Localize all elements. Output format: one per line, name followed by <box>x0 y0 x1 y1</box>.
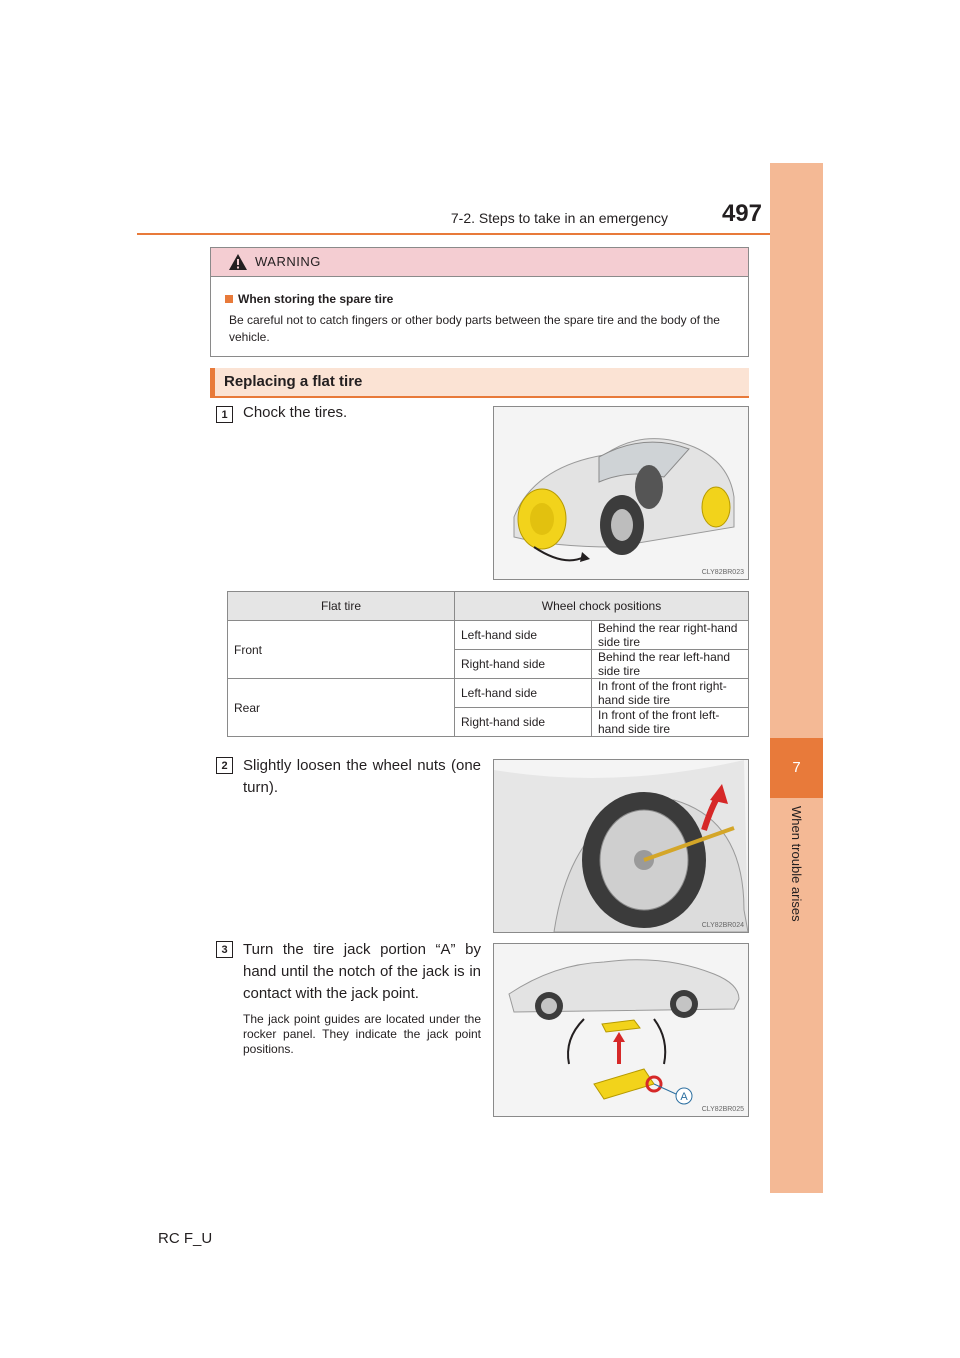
section-heading-text: Replacing a flat tire <box>224 373 363 390</box>
page-number: 497 <box>721 200 762 227</box>
step-text-3: Turn the tire jack portion “A” by hand until the notch of the jack is in contact with the jack point. <box>243 941 481 1002</box>
section-heading-bar <box>210 368 215 396</box>
side-tab-label: When trouble arises <box>789 806 804 922</box>
step-number-3: 3 <box>216 941 233 958</box>
warning-subtitle-text: When storing the spare tire <box>238 292 394 306</box>
warning-subtitle <box>225 292 393 306</box>
side-tab-chapter: 7 <box>770 738 823 798</box>
callout-a: A <box>680 1091 688 1103</box>
warning-triangle-icon <box>228 253 248 271</box>
table-cell-side: Right-hand side <box>455 708 592 737</box>
step-text-1: Chock the tires. <box>243 404 348 421</box>
image-code-3: CLY82BR025 <box>701 1106 744 1113</box>
table-row <box>228 679 749 708</box>
table-cell-side: Left-hand side <box>455 621 592 650</box>
warning-body: Be careful not to catch fingers or other body parts between the spare tire and the body of the vehicle. <box>229 313 720 344</box>
table-group-label: Front <box>228 621 455 679</box>
header-rule <box>137 233 823 235</box>
warning-box <box>210 247 749 357</box>
side-tab-strip <box>770 163 823 1193</box>
table-row <box>228 621 749 650</box>
image-code-2: CLY82BR024 <box>701 922 744 929</box>
table-cell-position: In front of the front left-hand side tire <box>592 708 749 737</box>
illustration-chock-tires <box>493 406 749 580</box>
table-header-row <box>228 592 749 621</box>
wheel-chock-table <box>227 591 749 737</box>
step-note-3: The jack point guides are located under the rocker panel. They indicate the jack point positions. <box>243 1012 481 1056</box>
section-title: 7-2. Steps to take in an emergency <box>450 210 668 226</box>
section-heading <box>210 368 749 398</box>
table-cell-position: In front of the front right-hand side tire <box>592 679 749 708</box>
illustration-jack-point <box>493 943 749 1117</box>
warning-label: WARNING <box>255 254 321 269</box>
table-cell-side: Right-hand side <box>455 650 592 679</box>
warning-header <box>211 248 748 277</box>
table-cell-position: Behind the rear left-hand side tire <box>592 650 749 679</box>
footer-model: RC F_U <box>158 1230 213 1247</box>
table-header-flat-tire: Flat tire <box>228 592 455 621</box>
image-code-1: CLY82BR023 <box>701 569 744 576</box>
step-text-2: Slightly loosen the wheel nuts (one turn). <box>243 757 481 796</box>
table-group-label: Rear <box>228 679 455 737</box>
table-header-chock-positions: Wheel chock positions <box>455 592 749 621</box>
table-cell-position: Behind the rear right-hand side tire <box>592 621 749 650</box>
illustration-loosen-nuts <box>493 759 749 933</box>
square-bullet-icon <box>225 295 233 303</box>
table-cell-side: Left-hand side <box>455 679 592 708</box>
step-number-1: 1 <box>216 406 233 423</box>
step-number-2: 2 <box>216 757 233 774</box>
